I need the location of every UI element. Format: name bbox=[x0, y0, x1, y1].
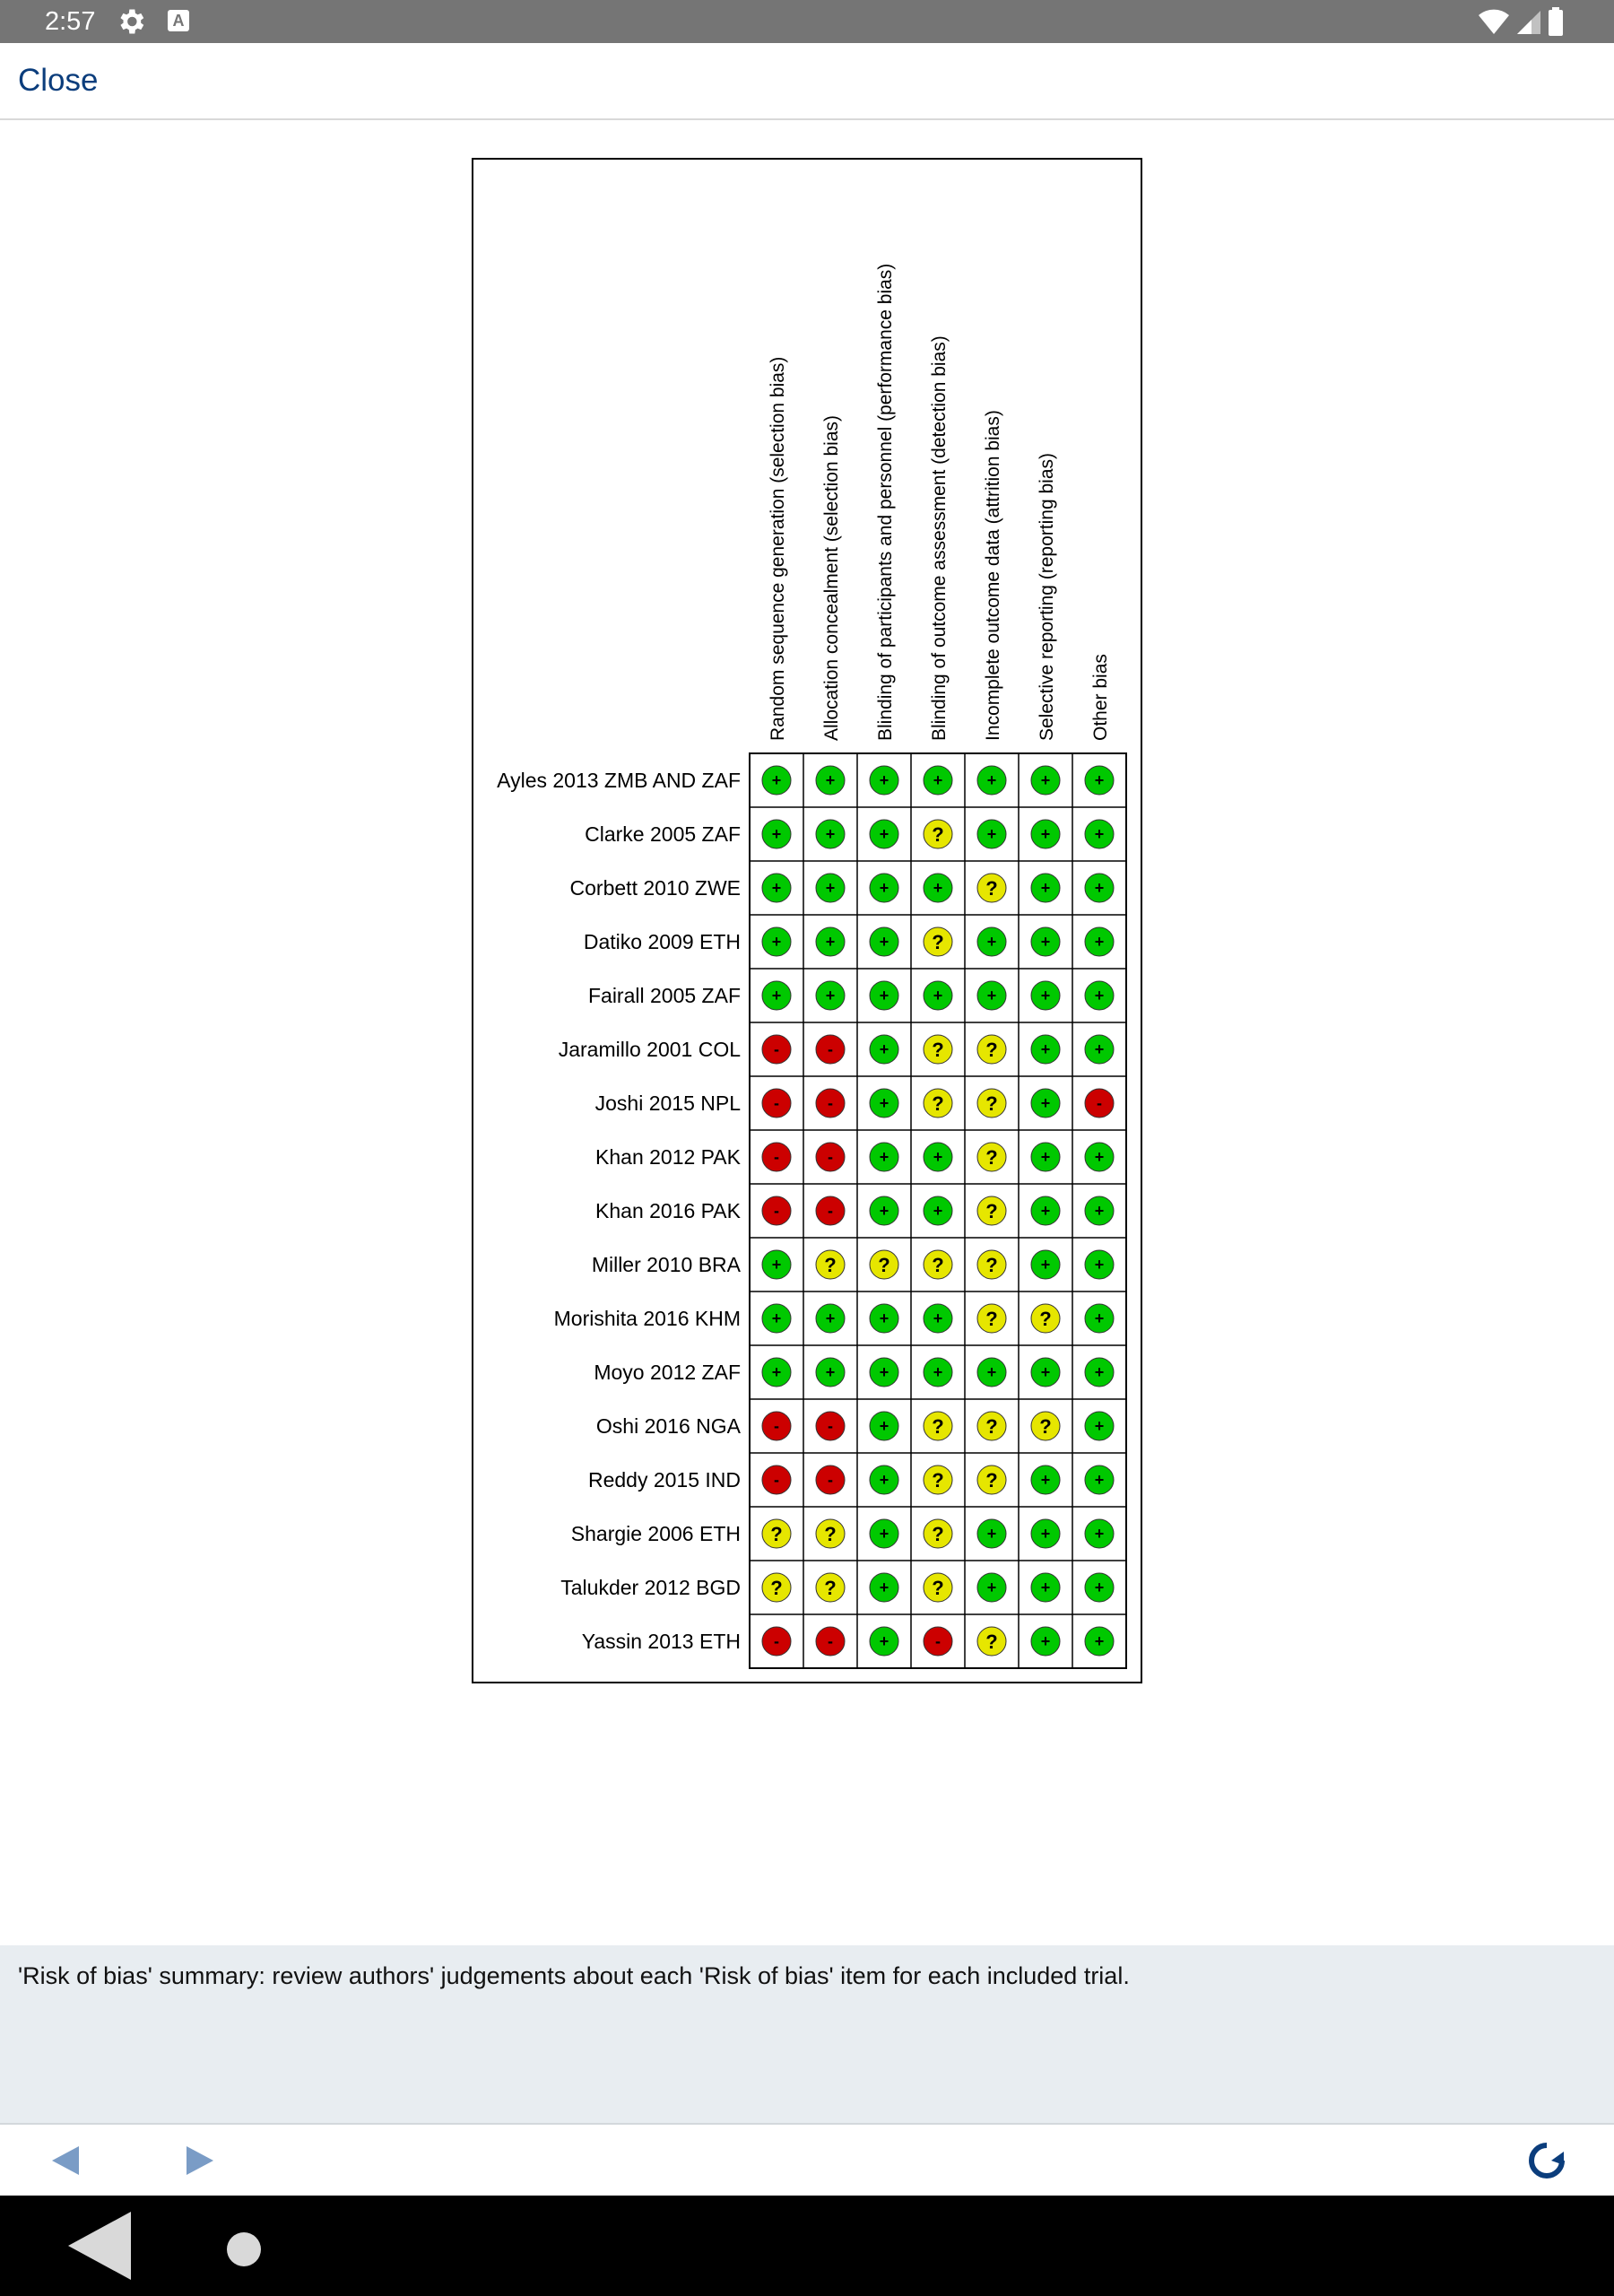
column-header: Other bias bbox=[1090, 654, 1111, 741]
risk-symbol: ? bbox=[985, 1415, 998, 1438]
risk-symbol: ? bbox=[1039, 1415, 1052, 1438]
risk-symbol: + bbox=[986, 825, 997, 843]
risk-symbol: ? bbox=[932, 1039, 944, 1061]
risk-symbol: + bbox=[933, 1148, 943, 1166]
risk-symbol: + bbox=[1040, 1256, 1051, 1274]
risk-symbol: + bbox=[933, 987, 943, 1004]
risk-symbol: + bbox=[933, 771, 943, 789]
study-label: Oshi 2016 NGA bbox=[595, 1414, 741, 1438]
risk-symbol: + bbox=[986, 1578, 997, 1596]
nav-back-icon[interactable] bbox=[65, 2208, 136, 2283]
risk-symbol: + bbox=[933, 1202, 943, 1220]
back-arrow-icon[interactable] bbox=[43, 2138, 88, 2183]
status-time: 2:57 bbox=[45, 7, 96, 36]
risk-symbol: + bbox=[1040, 1578, 1051, 1596]
study-label: Fairall 2005 ZAF bbox=[587, 984, 741, 1007]
forward-arrow-icon[interactable] bbox=[178, 2138, 222, 2183]
risk-symbol: - bbox=[828, 1417, 833, 1435]
risk-symbol: + bbox=[1040, 1363, 1051, 1381]
risk-symbol: ? bbox=[770, 1523, 783, 1545]
bottom-toolbar bbox=[0, 2126, 1614, 2196]
risk-symbol: + bbox=[1094, 825, 1105, 843]
risk-symbol: + bbox=[825, 987, 836, 1004]
study-label: Reddy 2015 IND bbox=[587, 1468, 741, 1492]
risk-symbol: + bbox=[1094, 1309, 1105, 1327]
risk-symbol: ? bbox=[932, 823, 944, 846]
risk-symbol: ? bbox=[985, 877, 998, 900]
risk-symbol: + bbox=[1040, 987, 1051, 1004]
risk-symbol: - bbox=[774, 1417, 779, 1435]
risk-symbol: + bbox=[986, 987, 997, 1004]
risk-symbol: ? bbox=[932, 931, 944, 953]
risk-symbol: + bbox=[986, 1525, 997, 1543]
risk-symbol: + bbox=[879, 1632, 889, 1650]
risk-symbol: - bbox=[828, 1148, 833, 1166]
risk-symbol: + bbox=[1040, 1040, 1051, 1058]
risk-symbol: + bbox=[1094, 1202, 1105, 1220]
risk-symbol: + bbox=[1040, 825, 1051, 843]
study-label: Talukder 2012 BGD bbox=[560, 1576, 741, 1599]
risk-symbol: + bbox=[1040, 1202, 1051, 1220]
study-label: Moyo 2012 ZAF bbox=[594, 1361, 741, 1384]
risk-symbol: + bbox=[771, 1309, 782, 1327]
risk-symbol: ? bbox=[985, 1631, 998, 1653]
risk-symbol: + bbox=[825, 879, 836, 897]
risk-symbol: + bbox=[879, 1040, 889, 1058]
risk-symbol: ? bbox=[932, 1415, 944, 1438]
risk-symbol: + bbox=[1094, 1148, 1105, 1166]
risk-symbol: + bbox=[879, 771, 889, 789]
risk-symbol: + bbox=[1094, 879, 1105, 897]
study-label: Morishita 2016 KHM bbox=[553, 1307, 741, 1330]
risk-symbol: ? bbox=[1039, 1308, 1052, 1330]
risk-symbol: + bbox=[1040, 1525, 1051, 1543]
risk-symbol: ? bbox=[932, 1254, 944, 1276]
risk-symbol: ? bbox=[985, 1092, 998, 1115]
risk-symbol: - bbox=[774, 1148, 779, 1166]
risk-symbol: + bbox=[1094, 933, 1105, 951]
risk-symbol: + bbox=[1094, 1525, 1105, 1543]
risk-symbol: ? bbox=[932, 1577, 944, 1599]
caption-panel bbox=[0, 1945, 1614, 2125]
risk-symbol: + bbox=[879, 1094, 889, 1112]
risk-symbol: ? bbox=[985, 1469, 998, 1492]
study-label: Ayles 2013 ZMB AND ZAF bbox=[497, 769, 741, 792]
a-badge-icon: A bbox=[168, 10, 189, 31]
study-label: Miller 2010 BRA bbox=[591, 1253, 741, 1276]
risk-symbol: ? bbox=[985, 1146, 998, 1169]
risk-symbol: + bbox=[879, 987, 889, 1004]
risk-symbol: + bbox=[879, 1148, 889, 1166]
risk-symbol: + bbox=[879, 1578, 889, 1596]
risk-symbol: - bbox=[774, 1471, 779, 1489]
study-label: Jaramillo 2001 COL bbox=[558, 1038, 741, 1061]
risk-symbol: + bbox=[825, 933, 836, 951]
column-header: Random sequence generation (selection bias) bbox=[768, 356, 788, 741]
risk-symbol: - bbox=[774, 1202, 779, 1220]
figure-caption: 'Risk of bias' summary: review authors' judgements about each 'Risk of bias' item for each included trial. bbox=[18, 1962, 1130, 1989]
risk-symbol: + bbox=[771, 1256, 782, 1274]
risk-symbol: + bbox=[986, 771, 997, 789]
risk-symbol: ? bbox=[932, 1523, 944, 1545]
risk-symbol: - bbox=[828, 1632, 833, 1650]
risk-symbol: ? bbox=[770, 1577, 783, 1599]
risk-symbol: + bbox=[879, 1309, 889, 1327]
status-bar bbox=[0, 0, 1614, 43]
risk-symbol: - bbox=[828, 1094, 833, 1112]
status-right-icons bbox=[1478, 7, 1564, 36]
risk-symbol: ? bbox=[985, 1200, 998, 1222]
risk-symbol: + bbox=[933, 879, 943, 897]
risk-symbol: ? bbox=[878, 1254, 890, 1276]
risk-symbol: + bbox=[825, 771, 836, 789]
signal-icon bbox=[1515, 8, 1542, 35]
risk-symbol: + bbox=[1094, 771, 1105, 789]
risk-symbol: + bbox=[879, 1471, 889, 1489]
study-label: Clarke 2005 ZAF bbox=[585, 822, 741, 846]
risk-symbol: + bbox=[771, 933, 782, 951]
wifi-icon bbox=[1478, 8, 1510, 35]
risk-symbol: + bbox=[825, 825, 836, 843]
risk-symbol: + bbox=[986, 1363, 997, 1381]
risk-symbol: ? bbox=[932, 1092, 944, 1115]
refresh-icon[interactable] bbox=[1524, 2138, 1569, 2183]
risk-of-bias-figure bbox=[472, 158, 1142, 1683]
risk-symbol: + bbox=[825, 1363, 836, 1381]
risk-symbol: + bbox=[986, 933, 997, 951]
risk-symbol: + bbox=[1040, 933, 1051, 951]
risk-symbol: + bbox=[1094, 1417, 1105, 1435]
risk-symbol: - bbox=[774, 1094, 779, 1112]
risk-symbol: + bbox=[879, 933, 889, 951]
study-label: Datiko 2009 ETH bbox=[583, 930, 741, 953]
risk-symbol: + bbox=[1094, 1040, 1105, 1058]
nav-home-icon[interactable] bbox=[226, 2231, 262, 2267]
gear-icon bbox=[115, 5, 147, 38]
risk-symbol: + bbox=[1094, 987, 1105, 1004]
risk-symbol: + bbox=[1094, 1256, 1105, 1274]
risk-symbol: + bbox=[879, 879, 889, 897]
close-button[interactable]: Close bbox=[18, 63, 99, 98]
study-label: Shargie 2006 ETH bbox=[570, 1522, 741, 1545]
risk-symbol: + bbox=[1040, 1471, 1051, 1489]
battery-icon bbox=[1548, 7, 1564, 36]
risk-symbol: + bbox=[1094, 1471, 1105, 1489]
risk-symbol: + bbox=[1040, 1148, 1051, 1166]
risk-symbol: - bbox=[935, 1632, 941, 1650]
risk-symbol: + bbox=[771, 879, 782, 897]
study-label: Khan 2016 PAK bbox=[595, 1199, 741, 1222]
risk-symbol: ? bbox=[985, 1308, 998, 1330]
column-header: Selective reporting (reporting bias) bbox=[1037, 453, 1057, 741]
risk-symbol: + bbox=[1040, 1094, 1051, 1112]
column-header: Incomplete outcome data (attrition bias) bbox=[983, 410, 1003, 741]
risk-symbol: - bbox=[774, 1632, 779, 1650]
risk-symbol: ? bbox=[824, 1523, 837, 1545]
risk-symbol: + bbox=[825, 1309, 836, 1327]
risk-symbol: + bbox=[1094, 1578, 1105, 1596]
risk-symbol: + bbox=[879, 825, 889, 843]
risk-symbol: - bbox=[774, 1040, 779, 1058]
risk-symbol: + bbox=[771, 1363, 782, 1381]
risk-symbol: + bbox=[771, 825, 782, 843]
app-header bbox=[0, 43, 1614, 120]
risk-symbol: + bbox=[1040, 1632, 1051, 1650]
column-header: Blinding of outcome assessment (detection bias) bbox=[929, 335, 950, 741]
risk-symbol: ? bbox=[985, 1039, 998, 1061]
risk-symbol: + bbox=[933, 1309, 943, 1327]
column-header: Allocation concealment (selection bias) bbox=[821, 414, 842, 741]
risk-symbol: + bbox=[1040, 771, 1051, 789]
risk-symbol: ? bbox=[824, 1254, 837, 1276]
risk-symbol: - bbox=[828, 1040, 833, 1058]
column-header: Blinding of participants and personnel (performance bias) bbox=[875, 263, 896, 741]
risk-symbol: + bbox=[879, 1417, 889, 1435]
risk-symbol: - bbox=[828, 1471, 833, 1489]
risk-symbol: + bbox=[1094, 1632, 1105, 1650]
risk-of-bias-grid bbox=[473, 160, 1141, 1682]
risk-symbol: + bbox=[879, 1202, 889, 1220]
risk-symbol: + bbox=[879, 1363, 889, 1381]
risk-symbol: + bbox=[1040, 879, 1051, 897]
study-label: Yassin 2013 ETH bbox=[581, 1630, 741, 1653]
risk-symbol: + bbox=[933, 1363, 943, 1381]
risk-symbol: ? bbox=[932, 1469, 944, 1492]
android-nav-bar bbox=[0, 2196, 1614, 2296]
risk-symbol: + bbox=[771, 771, 782, 789]
risk-symbol: ? bbox=[824, 1577, 837, 1599]
risk-symbol: + bbox=[1094, 1363, 1105, 1381]
risk-symbol: - bbox=[828, 1202, 833, 1220]
study-label: Corbett 2010 ZWE bbox=[569, 876, 741, 900]
study-label: Joshi 2015 NPL bbox=[594, 1091, 741, 1115]
risk-symbol: + bbox=[771, 987, 782, 1004]
risk-symbol: + bbox=[879, 1525, 889, 1543]
risk-symbol: ? bbox=[985, 1254, 998, 1276]
risk-symbol: - bbox=[1097, 1094, 1102, 1112]
study-label: Khan 2012 PAK bbox=[595, 1145, 741, 1169]
